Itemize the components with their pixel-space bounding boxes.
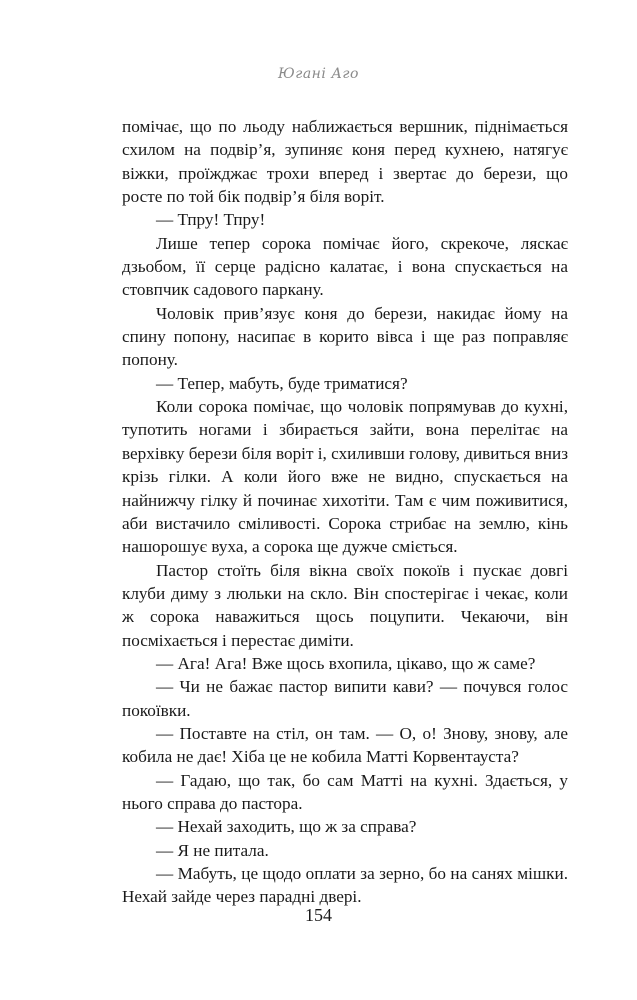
dialogue-line: — Тепер, мабуть, буде триматися? (156, 373, 408, 393)
dialogue-line: — Поставте на стіл, он там. — О, о! Знову, знову, але кобила не дає! Хіба це не кобила Матті Корвентауста? (122, 723, 568, 767)
dialogue-line: — Мабуть, це щодо оплати за зерно, бо на санях мішки. Нехай зайде через парадні двері. (122, 864, 568, 907)
dialogue-line: — Нехай заходить, що ж за справа? (156, 817, 417, 837)
dialogue-line: — Гадаю, що так, бо сам Матті на кухні. Здається, у нього справа до пастора. (122, 770, 568, 813)
dialogue-line: — Я не питала. (156, 840, 269, 860)
dialogue-line: — Чи не бажає пастор випити кави? — почувся голос покоївки. (122, 677, 568, 720)
page-number: 154 (305, 905, 332, 925)
paragraph: Лише тепер сорока помічає його, скрекоче, ляскає дзьобом, її серце радісно калатає, і вона спускається на стовпчик садового паркану. (122, 233, 568, 300)
body-text (122, 115, 568, 909)
dialogue-line: — Ага! Ага! Вже щось вхопила, цікаво, що ж саме? (156, 653, 536, 673)
paragraph: Чоловік прив’язує коня до берези, накидає йому на спину попону, насипає в корито вівса і ще раз поправляє попону. (122, 303, 568, 370)
paragraph: Пастор стоїть біля вікна своїх покоїв і пускає довгі клуби диму з люльки на скло. Він спостерігає і чекає, коли ж сорока наважиться щось поцупити. Чекаючи, він посміхається і перестає диміти. (122, 560, 568, 650)
running-head: Югані Аго (278, 66, 359, 82)
paragraph: помічає, що по льоду наближається вершник, піднімається схилом на подвір’я, зупиняє коня перед кухнею, натягує віжки, проїжджає трохи вперед і звертає до берези, що росте по той бік подвір’я біля воріт. (122, 117, 568, 207)
dialogue-line: — Тпру! Тпру! (156, 210, 266, 230)
paragraph: Коли сорока помічає, що чоловік попрямував до кухні, тупотить ногами і збирається зайти, вона перелітає на верхівку берези біля воріт і, схиливши голову, дивиться вниз крізь гілки. А коли його вже не видно, спускається на найнижчу гілку й починає хихотіти. Там є чим поживитися, аби вистачило сміливості. Сорока стрибає на землю, кінь нашорошує вуха, а сорока ще дужче сміється. (122, 397, 568, 557)
